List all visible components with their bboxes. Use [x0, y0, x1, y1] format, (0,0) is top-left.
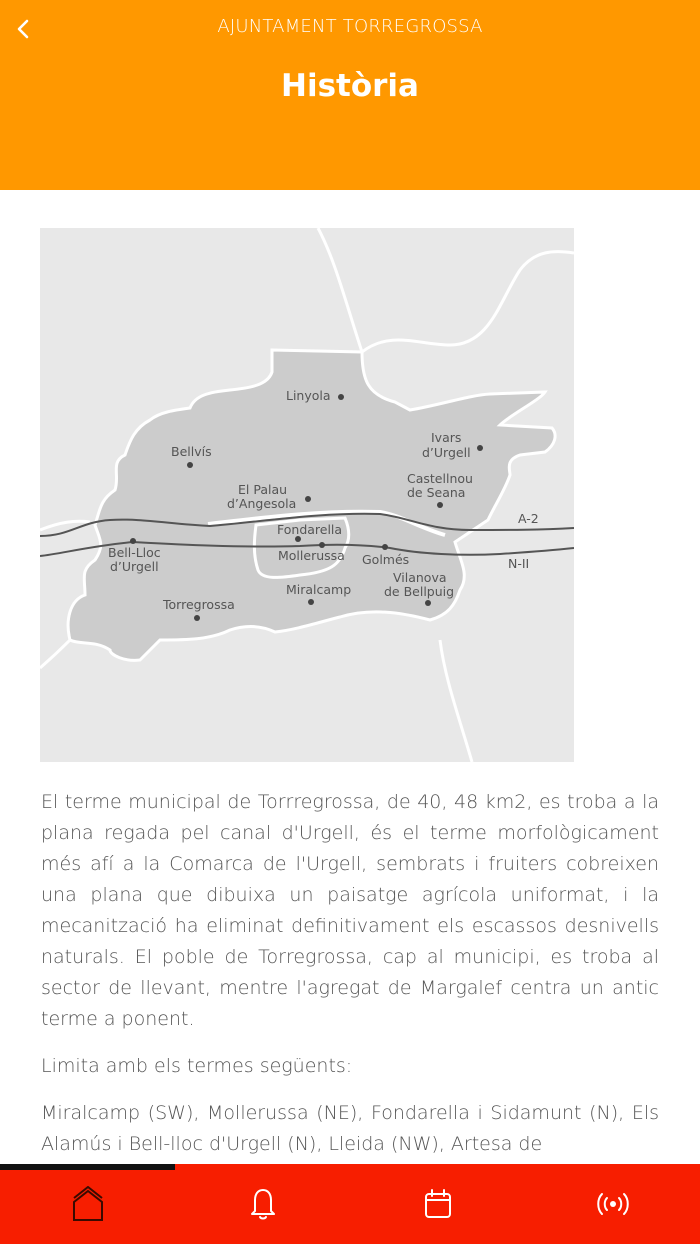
page-title: Història [281, 68, 419, 104]
map-label-castellnou: Castellnou [407, 471, 473, 486]
map-label-mollerussa: Mollerussa [278, 548, 345, 563]
road-label-n2: N-II [508, 556, 530, 571]
bottom-navigation [0, 1164, 700, 1244]
map-label-el-palau: El Palau [238, 482, 288, 497]
map-label-vilanova: de Bellpuig [384, 584, 455, 599]
map-image [40, 228, 574, 762]
map-label-bell-lloc: d’Urgell [110, 559, 159, 574]
nav-notifications[interactable] [175, 1164, 350, 1244]
map-label-ivars: Ivars [431, 430, 462, 445]
broadcast-icon [594, 1191, 632, 1217]
header [0, 0, 700, 190]
map-label-bellvis: Bellvís [171, 444, 212, 459]
map-label-linyola: Linyola [286, 388, 331, 403]
article-paragraph: El terme municipal de Torrregrossa, de 40, 48 km2, es troba a la plana regada pel canal d'Urgell, és el terme morfològicament més afí a la Comarca de l'Urgell, sembrats i fruiters cobreixen una plana que dibuixa un paisatge agrícola uniformat, i la mecanització ha eliminat definitivament els escassos desnivells naturals. El poble de Torregrossa, cap al municipi, es troba al sector de llevant, mentre l'agregat de Margalef centra un antic terme a ponent. [41, 791, 659, 1030]
active-tab-indicator [0, 1164, 175, 1170]
nav-home[interactable] [0, 1164, 175, 1244]
calendar-icon [423, 1188, 453, 1220]
map-label-castellnou: de Seana [407, 485, 466, 500]
map-label-vilanova: Vilanova [393, 570, 447, 585]
home-icon [71, 1186, 105, 1222]
map-label-golmes: Golmés [362, 552, 410, 567]
article-paragraph: Miralcamp (SW), Mollerussa (NE), Fondarella i Sidamunt (N), Els Alamús i Bell-lloc d'Urgell (N), Lleida (NW), Artesa de [41, 1102, 659, 1155]
map-label-bell-lloc: Bell-Lloc [108, 545, 161, 560]
app-title: AJUNTAMENT TORREGROSSA [217, 16, 483, 37]
article-body [41, 787, 659, 1164]
map-label-el-palau: d’Angesola [227, 496, 297, 511]
map-label-miralcamp: Miralcamp [286, 582, 352, 597]
nav-live[interactable] [525, 1164, 700, 1244]
map-label-torregrossa: Torregrossa [163, 597, 235, 612]
article-paragraph: Limita amb els termes següents: [41, 1055, 353, 1077]
road-label-a2: A-2 [518, 511, 539, 526]
nav-calendar[interactable] [350, 1164, 525, 1244]
map-label-ivars: d’Urgell [422, 445, 471, 460]
content-scroll-area[interactable] [0, 190, 700, 1164]
bell-icon [248, 1187, 278, 1221]
map-label-fondarella: Fondarella [277, 522, 343, 537]
